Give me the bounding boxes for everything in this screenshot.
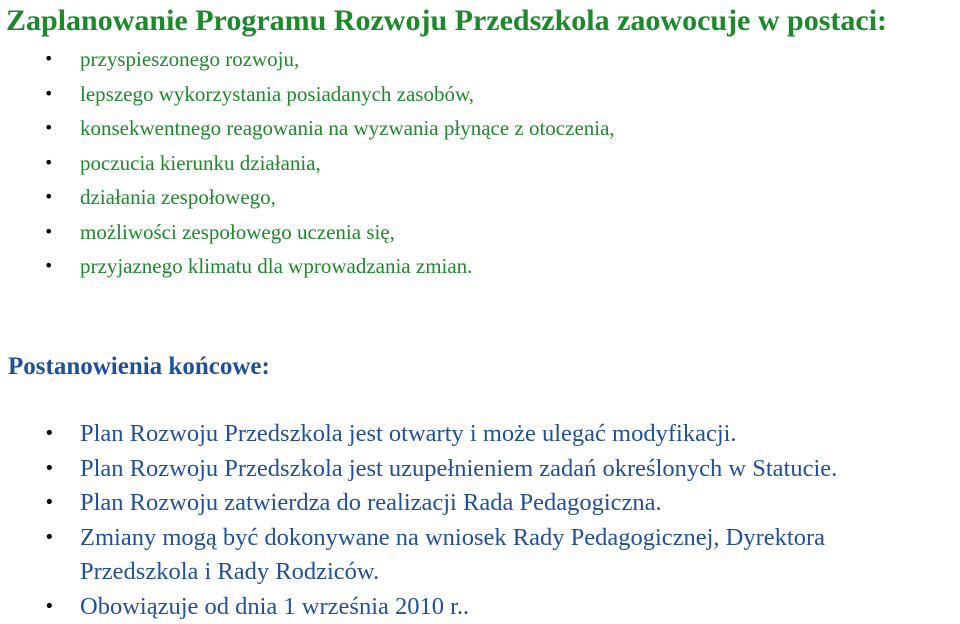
provision-list-item: [44, 417, 837, 452]
bullet-icon: •: [44, 83, 54, 103]
provision-text: Plan Rozwoju zatwierdza do realizacji Rada Pedagogiczna.: [80, 489, 662, 516]
section-heading-final-provisions: Postanowienia końcowe:: [8, 353, 270, 380]
provision-text: Plan Rozwoju Przedszkola jest uzupełnieniem zadań określonych w Statucie.: [80, 454, 838, 482]
provision-text: Przedszkola i Rady Rodziców.: [80, 558, 380, 585]
benefit-list-item: [44, 249, 615, 284]
provision-text: Plan Rozwoju Przedszkola jest otwarty i może ulegać modyfikacji.: [80, 420, 737, 447]
bullet-icon: •: [44, 595, 55, 617]
bullet-icon: •: [44, 457, 55, 479]
benefit-list-item: [44, 215, 615, 250]
benefits-list: [44, 42, 615, 284]
bullet-icon: •: [44, 492, 55, 513]
benefit-text: konsekwentnego reagowania na wyzwania płynące z otoczenia,: [80, 116, 615, 140]
benefit-list-item: [44, 180, 615, 215]
benefit-list-item: [44, 77, 615, 112]
provision-text: Zmiany mogą być dokonywane na wniosek Rady Pedagogicznej, Dyrektora: [80, 523, 826, 551]
bullet-icon: •: [44, 152, 54, 172]
bullet-icon: •: [44, 256, 54, 275]
final-provisions-list: [44, 417, 838, 624]
benefit-text: przyjaznego klimatu dla wprowadzania zmian.: [80, 254, 473, 278]
benefit-list-item: [44, 111, 615, 146]
page-title: Zaplanowanie Programu Rozwoju Przedszkola zaowocuje w postaci:: [6, 4, 888, 37]
provision-list-item: [44, 521, 837, 590]
benefit-text: przyspieszonego rozwoju,: [80, 47, 300, 71]
bullet-icon: •: [44, 423, 55, 444]
benefit-text: poczucia kierunku działania,: [80, 150, 321, 175]
benefit-text: lepszego wykorzystania posiadanych zasobów,: [80, 81, 475, 106]
provision-list-item: [44, 486, 837, 521]
provision-text: Obowiązuje od dnia 1 września 2010 r..: [80, 592, 470, 620]
bullet-icon: •: [44, 526, 55, 548]
provision-list-item: [44, 452, 838, 487]
benefit-text: możliwości zespołowego uczenia się,: [80, 219, 395, 244]
benefit-text: działania zespołowego,: [80, 185, 276, 209]
bullet-icon: •: [44, 187, 54, 206]
benefit-list-item: [44, 146, 615, 181]
benefit-list-item: [44, 42, 615, 77]
provision-list-item: [44, 590, 837, 624]
bullet-icon: •: [44, 221, 54, 241]
bullet-icon: •: [44, 118, 54, 137]
bullet-icon: •: [44, 49, 54, 68]
